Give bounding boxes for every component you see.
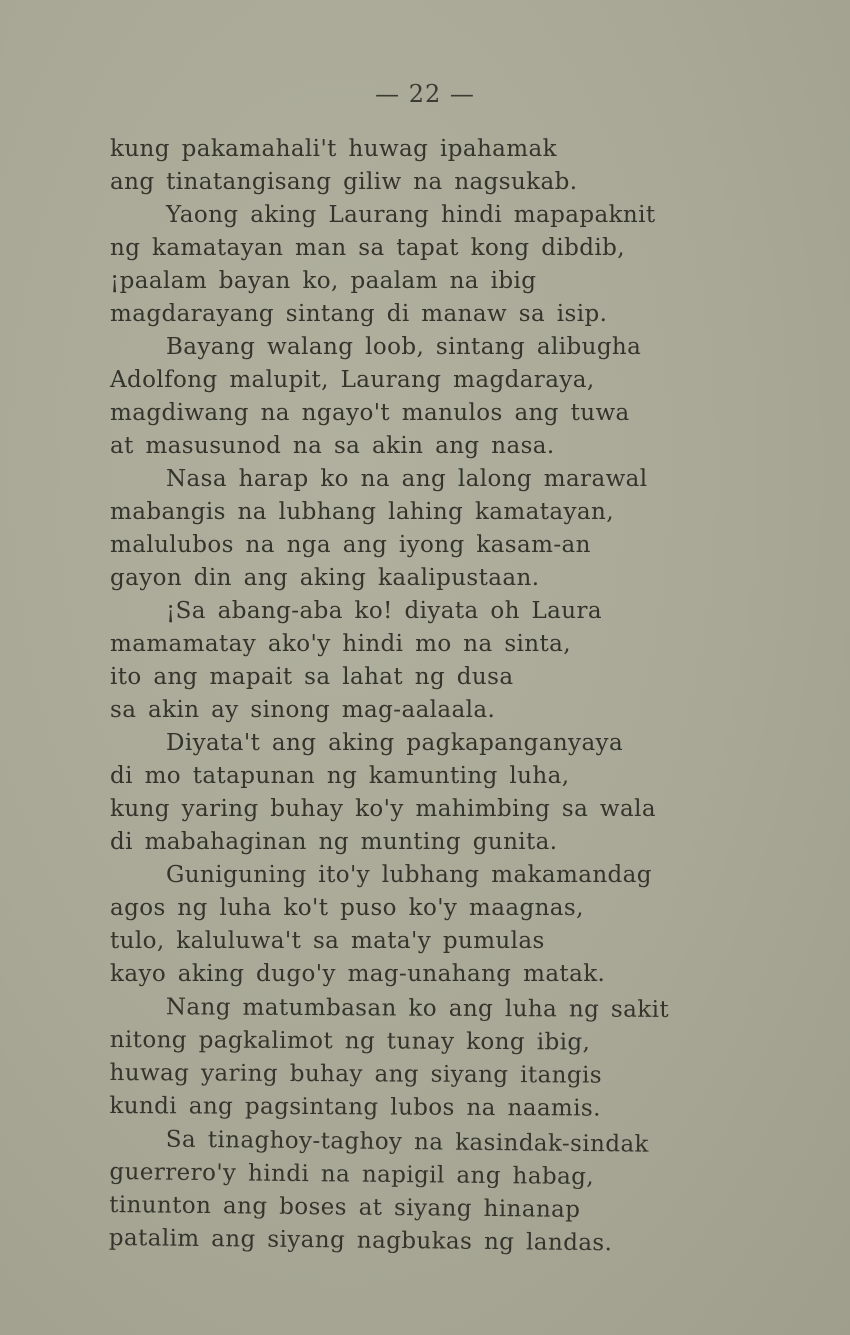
poem-line: kung yaring buhay ko'y mahimbing sa wala xyxy=(110,796,656,822)
poem-line: sa akin ay sinong mag-aalaala. xyxy=(110,697,496,723)
poem-line: mamamatay ako'y hindi mo na sinta, xyxy=(110,631,571,657)
poem-line: ito ang mapait sa lahat ng dusa xyxy=(110,664,514,690)
stanza xyxy=(109,1123,750,1262)
stanza xyxy=(110,859,750,991)
poem-line: Sa tinaghoy-taghoy na kasindak-sindak xyxy=(165,1126,649,1158)
poem-line: magdiwang na ngayo't manulos ang tuwa xyxy=(110,400,630,426)
stanza xyxy=(110,727,750,859)
poem-line: huwag yaring buhay ang siyang itangis xyxy=(109,1059,603,1089)
poem-line: at masusunod na sa akin ang nasa. xyxy=(110,433,555,459)
poem-line: ¡paalam bayan ko, paalam na ibig xyxy=(110,268,537,294)
page-number: — 22 — xyxy=(375,80,475,108)
poem-line: Nasa harap ko na ang lalong marawal xyxy=(166,466,648,492)
poem-line: kayo aking dugo'y mag-unahang matak. xyxy=(110,961,606,987)
poem-line: magdarayang sintang di manaw sa isip. xyxy=(110,301,608,327)
poem-line: tulo, kaluluwa't sa mata'y pumulas xyxy=(110,928,545,954)
poem-text xyxy=(110,133,750,1255)
poem-line: Nang matumbasan ko ang luha ng sakit xyxy=(165,994,670,1023)
poem-line: tinunton ang boses at siyang hinanap xyxy=(109,1191,581,1223)
poem-line: Bayang walang loob, sintang alibugha xyxy=(166,334,642,360)
stanza xyxy=(110,133,750,199)
poem-line: nitong pagkalimot ng tunay kong ibig, xyxy=(109,1026,591,1056)
poem-line: ang tinatangisang giliw na nagsukab. xyxy=(110,169,578,195)
stanza xyxy=(110,199,750,331)
poem-line: di mabahaginan ng munting gunita. xyxy=(110,829,558,855)
stanza xyxy=(109,991,750,1126)
poem-line: patalim ang siyang nagbukas ng landas. xyxy=(108,1224,613,1257)
poem-line: di mo tatapunan ng kamunting luha, xyxy=(110,763,570,789)
poem-line: malulubos na nga ang iyong kasam-an xyxy=(110,532,591,558)
poem-line: Diyata't ang aking pagkapanganyaya xyxy=(166,730,624,756)
poem-line: agos ng luha ko't puso ko'y maagnas, xyxy=(110,895,584,921)
stanza xyxy=(110,595,750,727)
poem-line: ¡Sa abang-aba ko! diyata oh Laura xyxy=(166,598,603,624)
poem-line: ng kamatayan man sa tapat kong dibdib, xyxy=(110,235,625,261)
poem-line: Guniguning ito'y lubhang makamandag xyxy=(166,862,652,888)
poem-line: Yaong aking Laurang hindi mapapaknit xyxy=(166,202,656,228)
poem-line: gayon din ang aking kaalipustaan. xyxy=(110,565,540,591)
poem-line: guerrero'y hindi na napigil ang habag, xyxy=(109,1158,595,1191)
poem-line: kung pakamahali't huwag ipahamak xyxy=(110,136,557,162)
poem-line: kundi ang pagsintang lubos na naamis. xyxy=(109,1092,601,1122)
stanza xyxy=(110,463,750,595)
poem-line: Adolfong malupit, Laurang magdaraya, xyxy=(110,367,595,393)
stanza xyxy=(110,331,750,463)
poem-line: mabangis na lubhang lahing kamatayan, xyxy=(110,499,614,525)
